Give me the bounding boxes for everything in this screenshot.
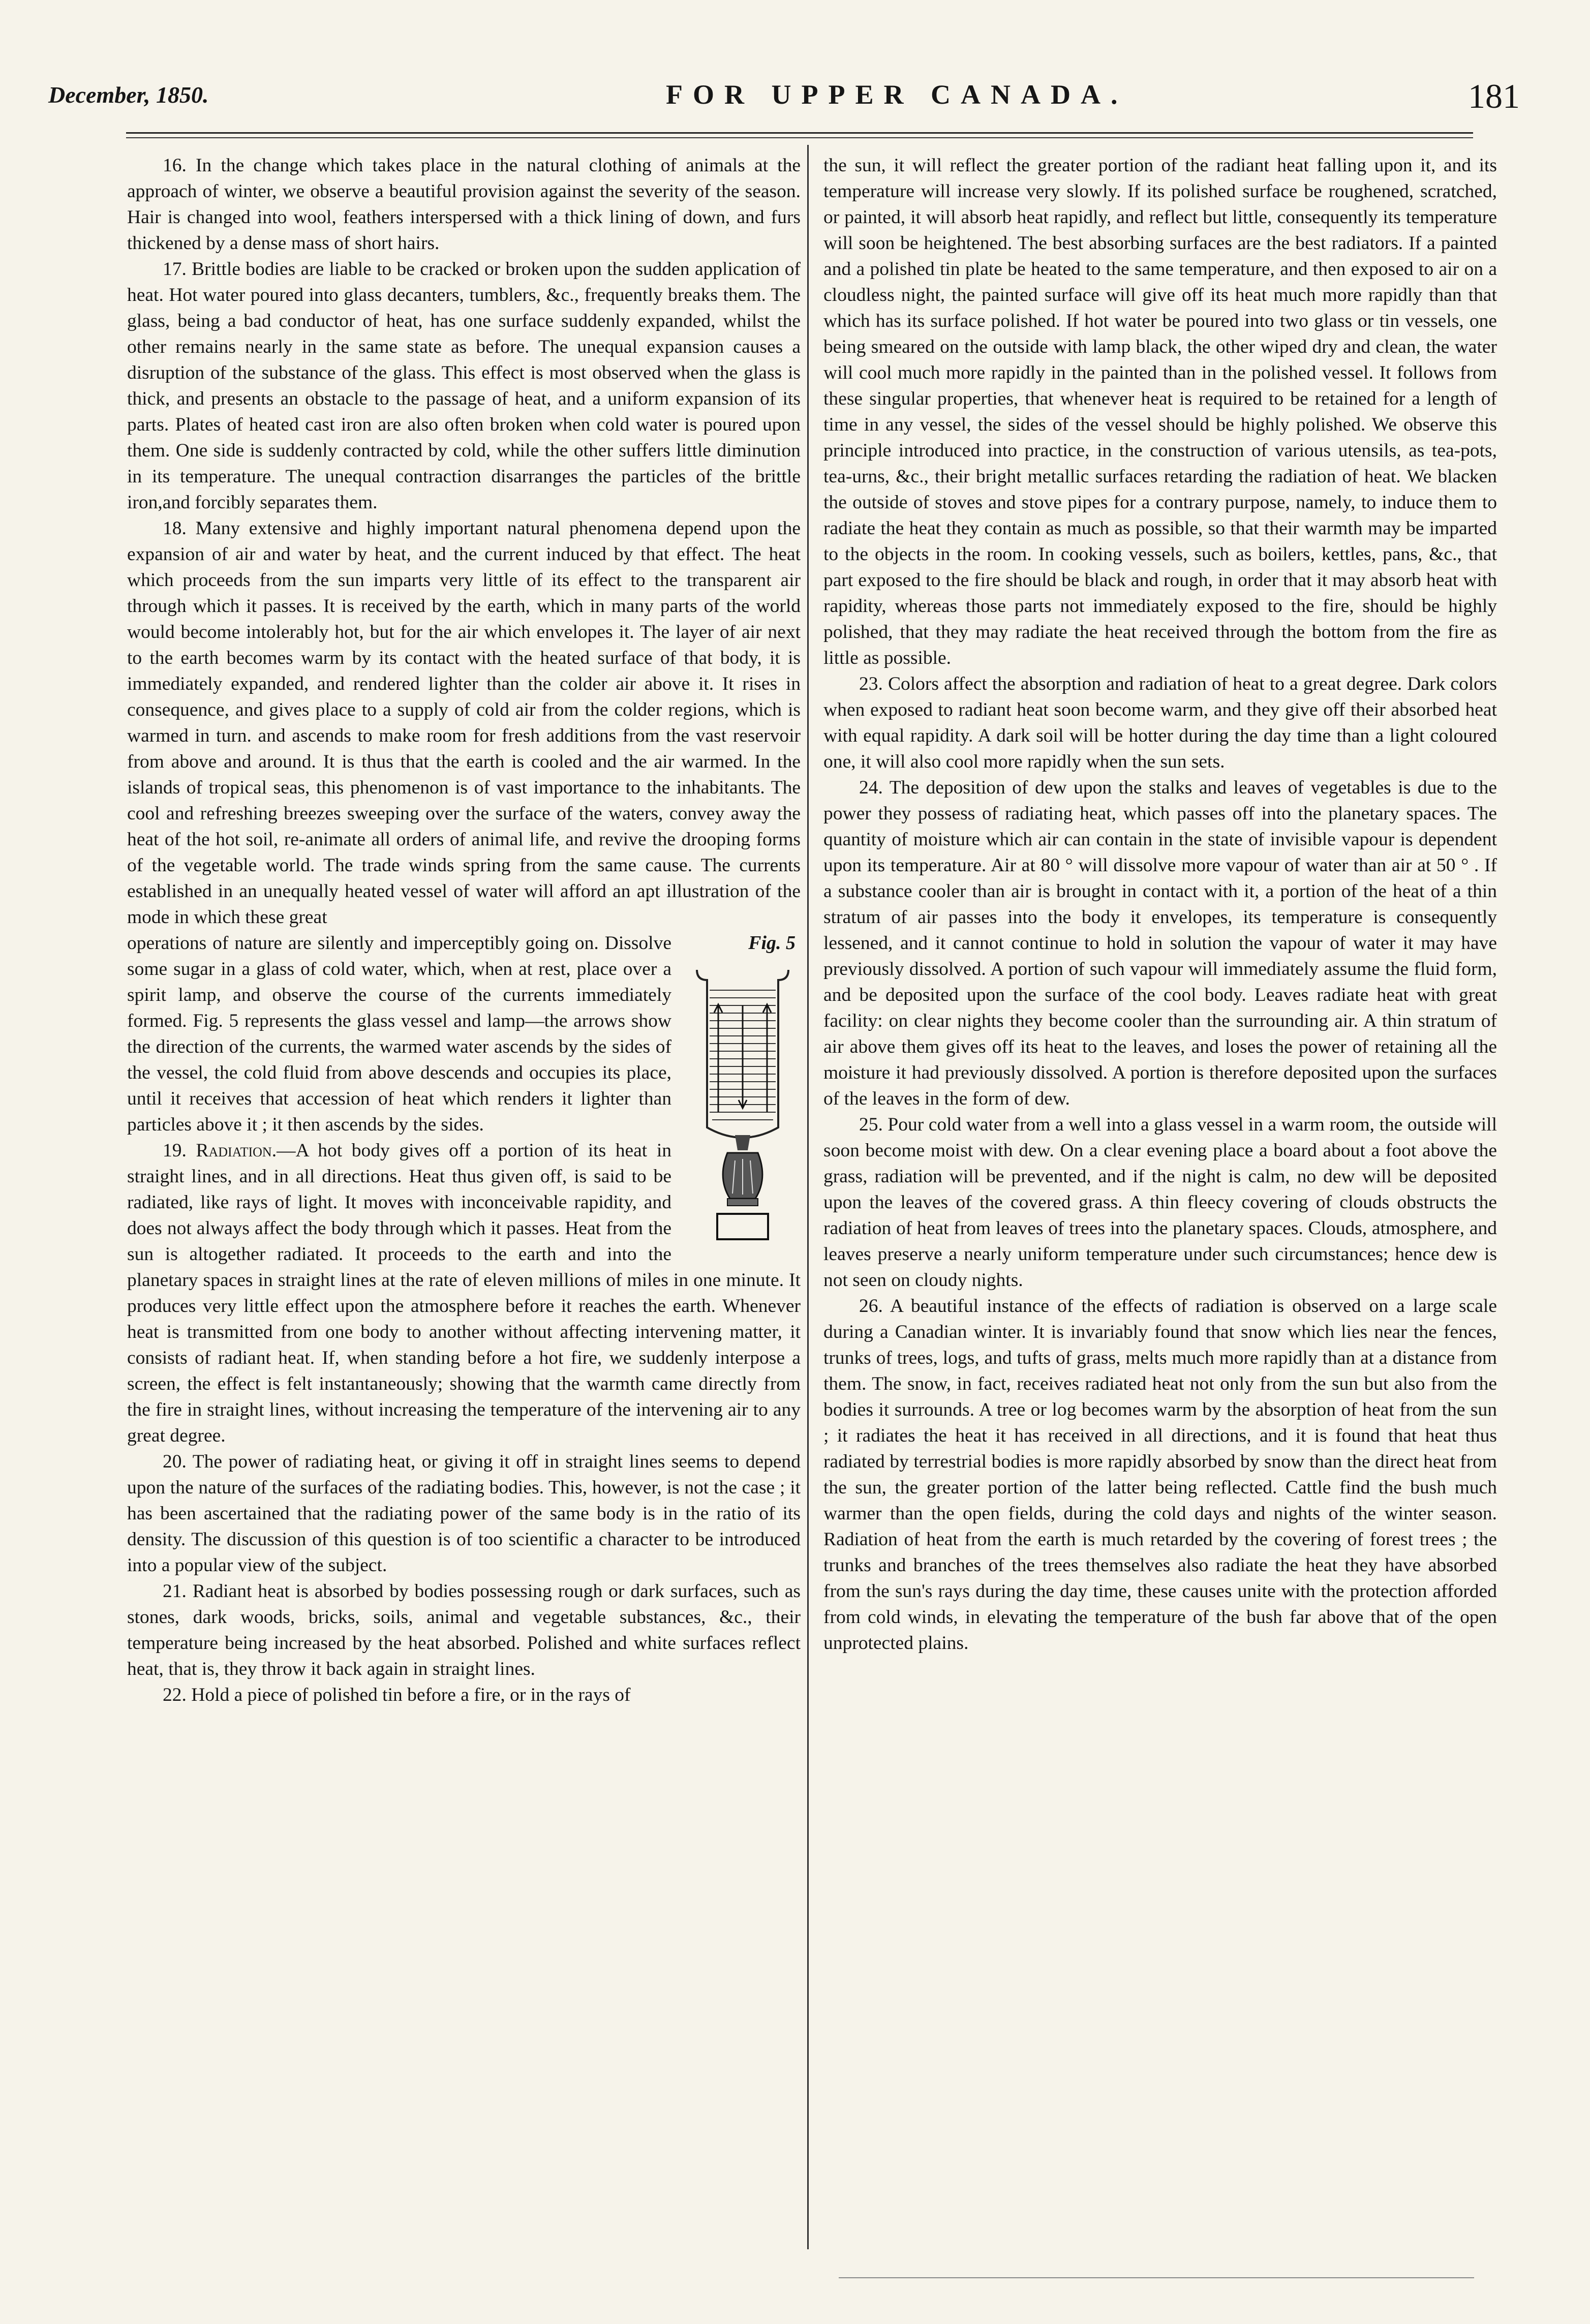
header-rule bbox=[126, 132, 1473, 134]
section-heading-radiation: Radiation. bbox=[196, 1140, 277, 1161]
header-date: December, 1850. bbox=[48, 82, 209, 108]
header-title: FOR UPPER CANADA. bbox=[666, 79, 1128, 110]
footer-rule bbox=[839, 2277, 1474, 2278]
page-number: 181 bbox=[1468, 77, 1520, 115]
column-divider bbox=[807, 145, 809, 2249]
header-rule-thin bbox=[126, 137, 1473, 138]
paragraph-22: 22. Hold a piece of polished tin before a fire, or in the rays of bbox=[163, 1685, 631, 1705]
paragraph-17: 17. Brittle bodies are liable to be cracked or broken upon the sudden application of heat. Hot water poured into glass decanters, tumblers, &c., frequently breaks them. The glass, being a bad conductor of heat, has one surface suddenly expanded, whilst the other remains nearly in the same state as before. The unequal expansion causes a disruption of the substance of the glass. This effect is most observed when the glass is thick, and presents an obstacle to the passage of heat, and a uniform expansion of its parts. Plates of heated cast iron are also often broken when cold water is poured upon them. One side is suddenly contracted by cold, while the other suffers little diminution in its temperature. The unequal contraction disarranges the particles of the brittle iron,and forcibly separates them. bbox=[127, 259, 801, 513]
paragraph-21: 21. Radiant heat is absorbed by bodies possessing rough or dark surfaces, such as stones, dark woods, bricks, soils, animal and vegetable substances, &c., their temperature being increased by the heat absorbed. Polished and white surfaces reflect heat, that is, they throw it back again in straight lines. bbox=[127, 1581, 801, 1679]
figure-5 bbox=[684, 930, 801, 1245]
paragraph-24: 24. The deposition of dew upon the stalks and leaves of vegetables is due to the power they possess of radiating heat, which passes off into the planetary spaces. The quantity of moisture which air can contain in the state of invisible vapour is dependent upon its temperature. Air at 80 ° will dissolve more vapour of water than air at 50 ° . If a substance cooler than air is brought in contact with it, a portion of the heat of a thin stratum of air passes into the body it envelopes, its temperature is consequently lessened, and it cannot continue to hold in solution the vapour of water it may have previously dissolved. A portion of such vapour will immediately assume the fluid form, and be deposited upon the surface of the cool body. Leaves radiate heat with great facility: on clear nights they become cooler than the surrounding air. A thin stratum of air above them gives off its heat to the leaves, and loses the power of retaining all the moisture it had previously dissolved. A portion is therefore deposited upon the surfaces of the leaves in the form of dew. bbox=[823, 777, 1497, 1109]
page-header bbox=[48, 79, 1522, 135]
paragraph-26: 26. A beautiful instance of the effects of radiation is observed on a large scale during a Canadian winter. It is invariably found that snow which lies near the fences, trunks of trees, logs, and tufts of grass, melts much more rapidly than at a distance from them. The snow, in fact, receives radiated heat not only from the sun but also from the bodies it surrounds. A tree or log becomes warm by the absorption of heat from the sun ; it radiates the heat it has received in all directions, and it is found that heat thus radiated by terrestrial bodies is more rapidly absorbed by snow than the direct heat from the sun, the greater portion of the latter being reflected. Cattle find the bush much warmer than the open fields, during the cold days and nights of the winter season. Radiation of heat from the earth is much retarded by the covering of forest trees ; the trunks and branches of the trees themselves also radiate the heat they have absorbed from the sun's rays during the day time, these causes unite with the protection afforded from cold winds, in elevating the temperature of the bush far above that of the open unprotected plains. bbox=[823, 1296, 1497, 1654]
left-column bbox=[127, 152, 801, 1708]
paragraph-19-number: 19. bbox=[163, 1140, 187, 1161]
paragraph-18: 18. Many extensive and highly important natural phenomena depend upon the expansion of air and water by heat, and the current induced by that effect. The heat which proceeds from the sun imparts very little of its effect to the transparent air through which it passes. It is received by the earth, which in many parts of the world would become intolerably hot, but for the air which envelopes it. The layer of air next to the earth becomes warm by its contact with the heated surface of that body, it is immediately expanded, and rendered lighter than the colder air above it. It rises in consequence, and gives place to a supply of cold air from the colder regions, which is warmed in turn. and ascends to make room for fresh additions from the vast reservoir from above and around. It is thus that the earth is cooled and the air warmed. In the islands of tropical seas, this phenomenon is of vast importance to the inhabitants. The cool and refreshing breezes sweeping over the surface of the waters, convey away the heat of the hot soil, re-animate all orders of animal life, and revive the drooping forms of the vegetable world. The trade winds spring from the same cause. The currents established in an unequally heated vessel of water will afford an apt illustration of the mode in which these great bbox=[127, 518, 801, 928]
paragraph-23: 23. Colors affect the absorption and radiation of heat to a great degree. Dark colors when exposed to radiant heat soon become warm, and they give off their absorbed heat with equal rapidity. A dark soil will be hotter during the day time than a light coloured one, it will also cool more rapidly when the sun sets. bbox=[823, 674, 1497, 772]
paragraph-22-continued: the sun, it will reflect the greater portion of the radiant heat falling upon it, and its temperature will increase very slowly. If its polished surface be roughened, scratched, or painted, it will absorb heat rapidly, and reflect but little, consequently its temperature will soon be heightened. The best absorbing surfaces are the best radiators. If a painted and a polished tin plate be heated to the same temperature, and then exposed to air on a cloudless night, the painted surface will give off its heat much more rapidly than that which has its surface polished. If hot water be poured into two glass or tin vessels, one being smeared on the outside with lamp black, the other wiped dry and clean, the water will cool much more rapidly in the painted than in the polished vessel. It follows from these singular properties, that whenever heat is required to be retained for a length of time in any vessel, the sides of the vessel should be highly polished. We observe this principle introduced into practice, in the construction of various utensils, as tea-pots, tea-urns, &c., their bright metallic surfaces retarding the radiation of heat. We blacken the outside of stoves and stove pipes for a contrary purpose, namely, to induce them to radiate the heat they contain as much as possible, so that their warmth may be imparted to the objects in the room. In cooking vessels, such as boilers, kettles, pans, &c., that part exposed to the fire should be black and rough, in order that it may absorb heat with rapidity, whereas those parts not immediately exposed to the fire, should be highly polished, that they may radiate the heat received through the bottom from the fire as little as possible. bbox=[823, 155, 1497, 668]
right-column bbox=[823, 152, 1497, 1656]
paragraph-18-continued: operations of nature are silently and imperceptibly going on. Dissolve some sugar in a glass of cold water, which, when at rest, place over a spirit lamp, and observe the course of the currents immediately formed. Fig. 5 represents the glass vessel and lamp—the arrows show the direction of the currents, the warmed water ascends by the sides of the vessel, the cold fluid from above descends and occupies its place, until it receives that accession of heat which renders it lighter than particles above it ; it then ascends by the sides. bbox=[127, 933, 671, 1135]
paragraph-25: 25. Pour cold water from a well into a glass vessel in a warm room, the outside will soon become moist with dew. On a clear evening place a board about a foot above the grass, radiation will be prevented, and if the night is calm, no dew will be deposited upon the leaves of the covered grass. A thin fleecy covering of clouds obstructs the radiation of heat from leaves of trees into the planetary spaces. Clouds, atmosphere, and leaves preserve a nearly uniform temperature under such circumstances; hence dew is not seen on cloudy nights. bbox=[823, 1114, 1497, 1291]
figure-label: Fig. 5 bbox=[748, 932, 796, 954]
paragraph-20: 20. The power of radiating heat, or giving it off in straight lines seems to depend upon the nature of the surfaces of the radiating bodies. This, however, is not the case ; it has been ascertained that the radiating power of the same body is in the ratio of its density. The discussion of this question is of too scientific a character to be introduced into a popular view of the subject. bbox=[127, 1451, 801, 1576]
paragraph-16: 16. In the change which takes place in the natural clothing of animals at the approach of winter, we observe a beautiful provision against the severity of the season. Hair is changed into wool, feathers interspersed with a thick lining of down, and furs thickened by a dense mass of short hairs. bbox=[127, 155, 801, 254]
glass-vessel-icon bbox=[687, 960, 799, 1244]
paragraph-19-text: —A hot body gives off a portion of its heat in straight lines, and in all directions. Heat thus given off, is said to be radiated, like rays of light. It moves with inconceivable rapidity, and does not always affect the body through which it passes. Heat from the sun is altogether radiated. It proceeds to the earth and into the planetary spaces in straight lines at the rate of eleven millions of miles in one minute. It produces very little effect upon the atmosphere before it reaches the earth. Whenever heat is transmitted from one body to another without affecting intervening matter, it consists of radiant heat. If, when standing before a hot fire, we suddenly interpose a screen, the effect is felt instantaneously; showing that the warmth came directly from the fire in straight lines, without increasing the temperature of the intervening air to any great degree. bbox=[127, 1140, 801, 1446]
